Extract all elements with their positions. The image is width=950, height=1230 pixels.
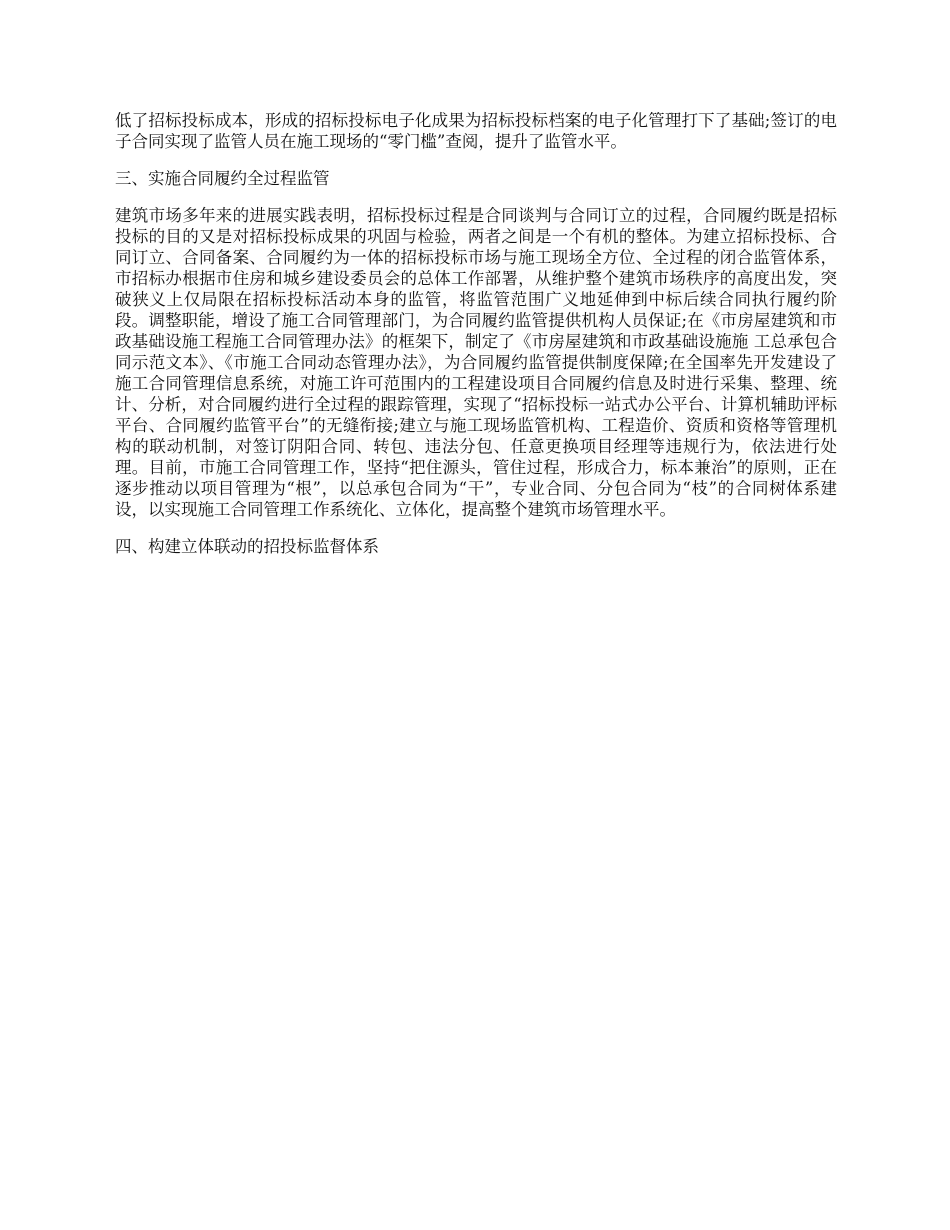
intro-paragraph: 低了招标投标成本，形成的招标投标电子化成果为招标投标档案的电子化管理打下了基础;签订的电子合同实现了监管人员在施工现场的“零门槛”查阅，提升了监管水平。 (115, 111, 837, 151)
section-three-heading: 三、实施合同履约全过程监管 (115, 169, 330, 188)
section-four-heading: 四、构建立体联动的招投标监督体系 (115, 537, 379, 556)
document-page (115, 110, 837, 573)
section-three-paragraph: 建筑市场多年来的进展实践表明，招标投标过程是合同谈判与合同订立的过程，合同履约既是招标投标的目的又是对招标投标成果的巩固与检验，两者之间是一个有机的整体。为建立招标投标、合同订立、合同备案、合同履约为一体的招标投标市场与施工现场全方位、全过程的闭合监管体系，市招标办根据市住房和城乡建设委员会的总体工作部署，从维护整个建筑市场秩序的高度出发，突破狭义上仅局限在招标投标活动本身的监管，将监管范围广义地延伸到中标后续合同执行履约阶段。调整职能，增设了施工合同管理部门，为合同履约监管提供机构人员保证;在《市房屋建筑和市政基础设施工程施工合同管理办法》的框架下，制定了《市房屋建筑和市政基础设施施 工总承包合同示范文本》、《市施工合同动态管理办法》，为合同履约监管提供制度保障;在全国率先开发建设了施工合同管理信息系统，对施工许可范围内的工程建设项目合同履约信息及时进行采集、整理、统计、分析，对合同履约进行全过程的跟踪管理，实现了“招标投标一站式办公平台、计算机辅助评标平台、合同履约监管平台”的无缝衔接;建立与施工现场监管机构、工程造价、资质和资格等管理机构的联动机制，对签订阴阳合同、转包、违法分包、任意更换项目经理等违规行为，依法进行处理。目前，市施工合同管理工作，坚持“把住源头，管住过程，形成合力，标本兼治”的原则，正在逐步推动以项目管理为“根”，以总承包合同为“干”，专业合同、分包合同为“枝”的合同树体系建设，以实现施工合同管理工作系统化、立体化，提高整个建筑市场管理水平。 (115, 206, 837, 519)
